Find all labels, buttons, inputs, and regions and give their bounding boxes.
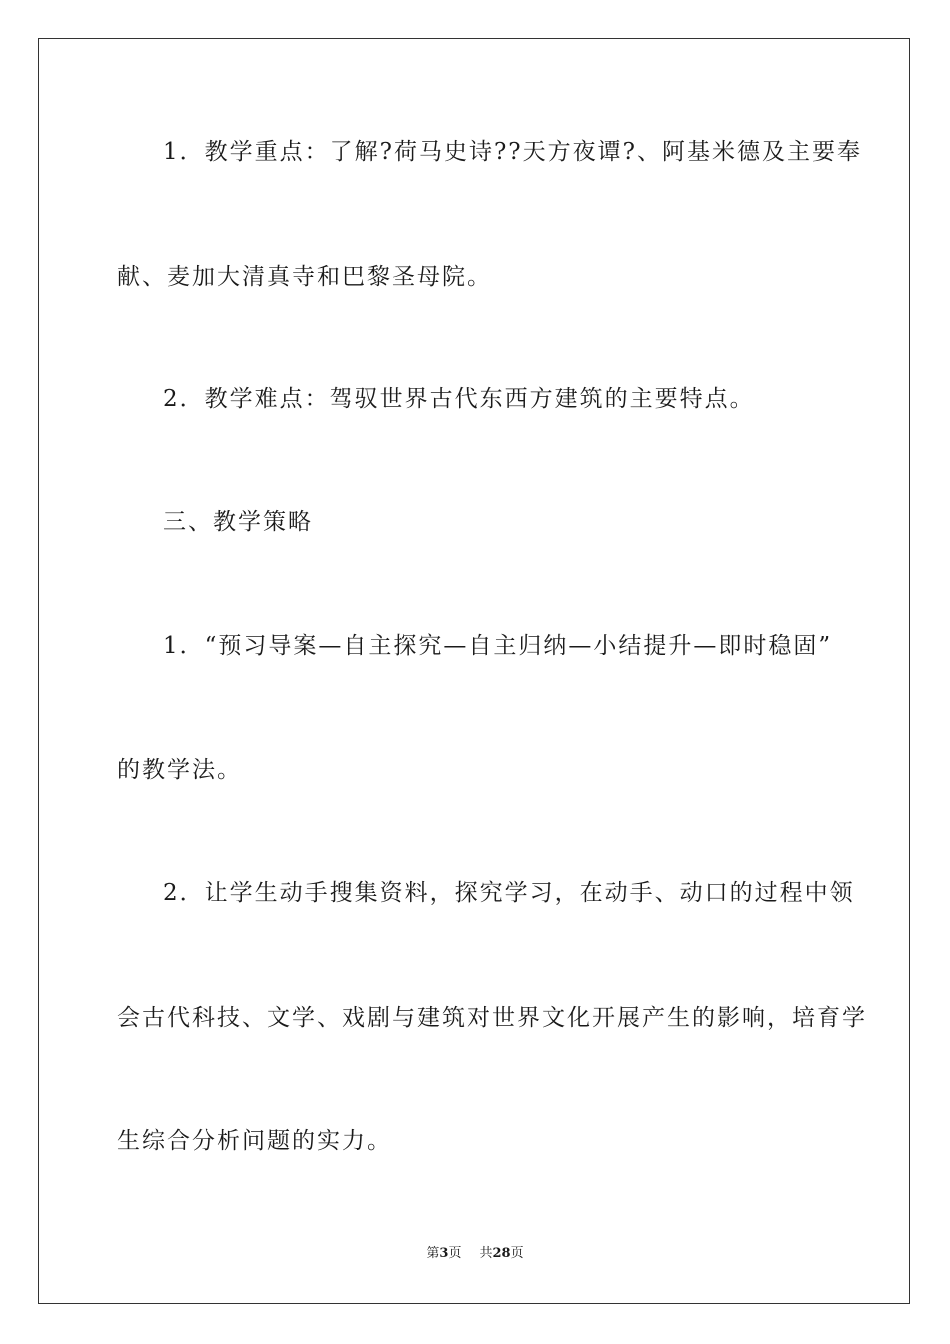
paragraph-line: 1．“预习导案—自主探究—自主归纳—小结提升—即时稳固” [163,633,833,659]
paragraph-line: 的教学法。 [117,757,242,783]
page-frame [38,38,910,1304]
page-suffix: 页 [448,1246,462,1261]
section-heading: 三、教学策略 [163,509,313,535]
paragraph-line: 会古代科技、文学、戏剧与建筑对世界文化开展产生的影响，培育学 [117,1005,867,1031]
paragraph-line: 1．教学重点：了解?荷马史诗??天方夜谭?、阿基米德及主要奉 [163,139,862,165]
paragraph-line: 献、麦加大清真寺和巴黎圣母院。 [117,264,492,290]
page-footer [0,1242,950,1261]
total-suffix: 页 [510,1246,524,1261]
paragraph-line: 生综合分析问题的实力。 [117,1128,392,1154]
page-prefix: 第 [426,1246,440,1261]
total-pages: 28 [492,1246,511,1261]
total-prefix: 共 [479,1246,493,1261]
paragraph-line: 2．让学生动手搜集资料，探究学习，在动手、动口的过程中领 [163,880,855,906]
page-number: 3 [439,1246,449,1261]
paragraph-line: 2．教学难点：驾驭世界古代东西方建筑的主要特点。 [163,386,755,412]
